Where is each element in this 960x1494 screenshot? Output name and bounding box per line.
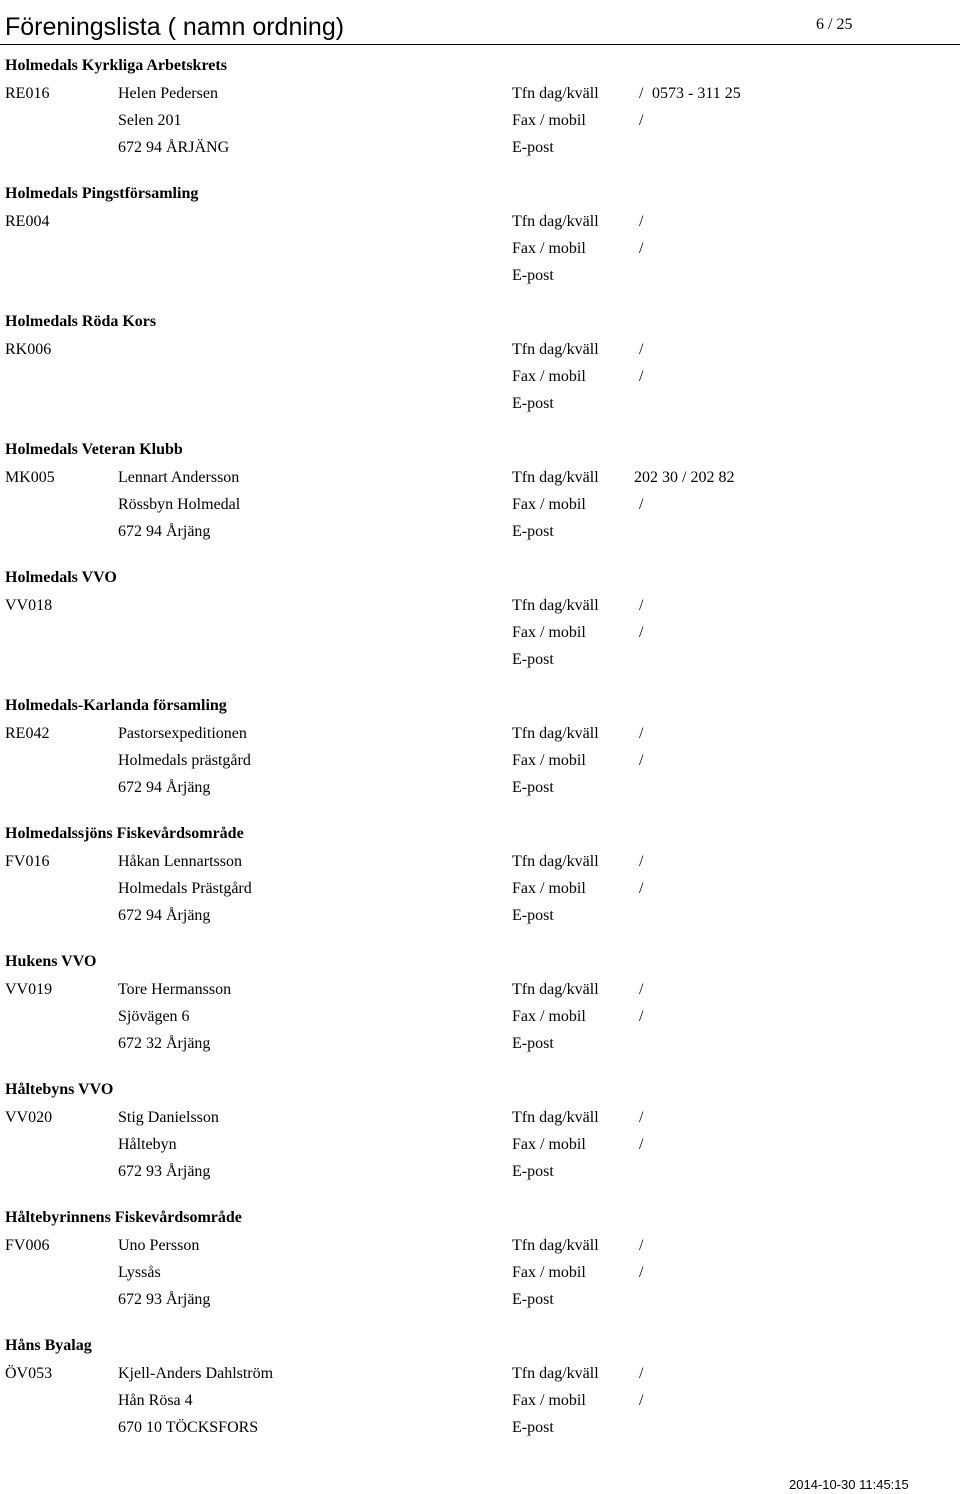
entry-line-phone xyxy=(0,848,960,875)
page-title: Föreningslista ( namn ordning) xyxy=(5,13,345,41)
email-label: E-post xyxy=(512,651,554,668)
street-address: Holmedals prästgård xyxy=(118,752,251,769)
fax-separator: / xyxy=(639,624,644,641)
association-code: RE042 xyxy=(5,725,50,742)
association-name: Hukens VVO xyxy=(5,953,97,970)
fax-separator: / xyxy=(639,368,644,385)
fax-separator: / xyxy=(639,752,644,769)
email-label: E-post xyxy=(512,907,554,924)
postal-address: 672 94 Årjäng xyxy=(118,523,211,540)
postal-address: 670 10 TÖCKSFORS xyxy=(118,1419,259,1436)
phone-value: 0573 - 311 25 xyxy=(652,85,741,102)
association-name: Håltebyrinnens Fiskevårdsområde xyxy=(5,1209,242,1226)
association-name: Håltebyns VVO xyxy=(5,1081,114,1098)
phone-label: Tfn dag/kväll xyxy=(512,469,599,486)
fax-label: Fax / mobil xyxy=(512,112,586,129)
contact-name: Håkan Lennartsson xyxy=(118,853,242,870)
entry-line-fax xyxy=(0,363,960,390)
fax-separator: / xyxy=(639,1264,644,1281)
association-name: Holmedals Röda Kors xyxy=(5,313,157,330)
phone-value: 202 30 / 202 82 xyxy=(634,469,735,486)
phone-separator: / xyxy=(639,1237,644,1254)
entry-line-email xyxy=(0,774,960,801)
fax-label: Fax / mobil xyxy=(512,880,586,897)
entry-line-fax xyxy=(0,1259,960,1286)
association-code: FV006 xyxy=(5,1237,50,1254)
association-name: Holmedals Veteran Klubb xyxy=(5,441,183,458)
email-label: E-post xyxy=(512,1419,554,1436)
entry-line-email xyxy=(0,1286,960,1313)
phone-separator: / xyxy=(639,85,644,102)
phone-separator: / xyxy=(639,725,644,742)
entry-line-email xyxy=(0,134,960,161)
association-entry xyxy=(0,821,960,949)
entry-line-fax xyxy=(0,491,960,518)
fax-separator: / xyxy=(639,1008,644,1025)
association-entry xyxy=(0,437,960,565)
association-entry xyxy=(0,949,960,1077)
print-timestamp: 2014-10-30 11:45:15 xyxy=(789,1477,909,1492)
entry-line-phone xyxy=(0,336,960,363)
association-code: RK006 xyxy=(5,341,52,358)
entry-line-fax xyxy=(0,107,960,134)
association-name: Holmedals-Karlanda församling xyxy=(5,697,227,714)
association-code: ÖV053 xyxy=(5,1365,53,1382)
association-code: VV019 xyxy=(5,981,53,998)
street-address: Rössbyn Holmedal xyxy=(118,496,241,513)
fax-separator: / xyxy=(639,112,644,129)
entry-line-fax xyxy=(0,1387,960,1414)
fax-separator: / xyxy=(639,880,644,897)
postal-address: 672 93 Årjäng xyxy=(118,1291,211,1308)
entry-line-fax xyxy=(0,1131,960,1158)
entry-line-fax xyxy=(0,875,960,902)
phone-label: Tfn dag/kväll xyxy=(512,597,599,614)
entry-line-phone xyxy=(0,1104,960,1131)
phone-separator: / xyxy=(639,981,644,998)
entry-line-fax xyxy=(0,747,960,774)
postal-address: 672 94 Årjäng xyxy=(118,779,211,796)
street-address: Selen 201 xyxy=(118,112,182,129)
email-label: E-post xyxy=(512,523,554,540)
association-name: Håns Byalag xyxy=(5,1337,92,1354)
entry-line-phone xyxy=(0,976,960,1003)
email-label: E-post xyxy=(512,1291,554,1308)
fax-label: Fax / mobil xyxy=(512,496,586,513)
fax-label: Fax / mobil xyxy=(512,1136,586,1153)
street-address: Holmedals Prästgård xyxy=(118,880,252,897)
fax-separator: / xyxy=(639,496,644,513)
association-entry xyxy=(0,1205,960,1333)
association-code: VV020 xyxy=(5,1109,53,1126)
street-address: Sjövägen 6 xyxy=(118,1008,190,1025)
phone-label: Tfn dag/kväll xyxy=(512,725,599,742)
fax-label: Fax / mobil xyxy=(512,752,586,769)
email-label: E-post xyxy=(512,267,554,284)
contact-name: Lennart Andersson xyxy=(118,469,240,486)
entry-line-phone xyxy=(0,464,960,491)
entry-line-fax xyxy=(0,619,960,646)
phone-label: Tfn dag/kväll xyxy=(512,213,599,230)
entry-line-email xyxy=(0,262,960,289)
entry-line-email xyxy=(0,1030,960,1057)
contact-name: Helen Pedersen xyxy=(118,85,218,102)
association-name: Holmedals Kyrkliga Arbetskrets xyxy=(5,57,227,74)
email-label: E-post xyxy=(512,779,554,796)
phone-separator: / xyxy=(639,341,644,358)
entry-line-phone xyxy=(0,80,960,107)
street-address: Håltebyn xyxy=(118,1136,177,1153)
header-divider xyxy=(0,44,960,45)
phone-label: Tfn dag/kväll xyxy=(512,85,599,102)
phone-label: Tfn dag/kväll xyxy=(512,1109,599,1126)
entry-line-email xyxy=(0,1158,960,1185)
email-label: E-post xyxy=(512,395,554,412)
contact-name: Pastorsexpeditionen xyxy=(118,725,247,742)
association-code: MK005 xyxy=(5,469,55,486)
phone-separator: / xyxy=(639,1109,644,1126)
association-entry xyxy=(0,1077,960,1205)
association-entry xyxy=(0,309,960,437)
postal-address: 672 32 Årjäng xyxy=(118,1035,211,1052)
association-code: RE016 xyxy=(5,85,50,102)
entry-line-fax xyxy=(0,1003,960,1030)
email-label: E-post xyxy=(512,1035,554,1052)
association-name: Holmedals Pingstförsamling xyxy=(5,185,199,202)
contact-name: Uno Persson xyxy=(118,1237,200,1254)
phone-label: Tfn dag/kväll xyxy=(512,341,599,358)
fax-separator: / xyxy=(639,1136,644,1153)
association-name: Holmedalssjöns Fiskevårdsområde xyxy=(5,825,244,842)
association-code: RE004 xyxy=(5,213,50,230)
association-entry xyxy=(0,565,960,693)
association-list xyxy=(0,53,960,1461)
entry-line-fax xyxy=(0,235,960,262)
entry-line-phone xyxy=(0,1360,960,1387)
entry-line-email xyxy=(0,646,960,673)
association-code: VV018 xyxy=(5,597,53,614)
postal-address: 672 93 Årjäng xyxy=(118,1163,211,1180)
association-entry xyxy=(0,53,960,181)
entry-line-phone xyxy=(0,720,960,747)
page-number: 6 / 25 xyxy=(816,16,853,33)
fax-separator: / xyxy=(639,240,644,257)
entry-line-phone xyxy=(0,208,960,235)
phone-label: Tfn dag/kväll xyxy=(512,981,599,998)
entry-line-email xyxy=(0,390,960,417)
entry-line-phone xyxy=(0,592,960,619)
phone-separator: / xyxy=(639,1365,644,1382)
phone-label: Tfn dag/kväll xyxy=(512,853,599,870)
contact-name: Stig Danielsson xyxy=(118,1109,219,1126)
fax-label: Fax / mobil xyxy=(512,368,586,385)
entry-line-email xyxy=(0,902,960,929)
phone-separator: / xyxy=(639,213,644,230)
email-label: E-post xyxy=(512,139,554,156)
phone-separator: / xyxy=(639,853,644,870)
association-entry xyxy=(0,1333,960,1461)
phone-separator: / xyxy=(639,597,644,614)
email-label: E-post xyxy=(512,1163,554,1180)
association-entry xyxy=(0,181,960,309)
contact-name: Tore Hermansson xyxy=(118,981,232,998)
contact-name: Kjell-Anders Dahlström xyxy=(118,1365,274,1382)
street-address: Hån Rösa 4 xyxy=(118,1392,193,1409)
phone-label: Tfn dag/kväll xyxy=(512,1237,599,1254)
fax-separator: / xyxy=(639,1392,644,1409)
entry-line-email xyxy=(0,518,960,545)
postal-address: 672 94 ÅRJÄNG xyxy=(118,139,230,156)
fax-label: Fax / mobil xyxy=(512,1264,586,1281)
association-code: FV016 xyxy=(5,853,50,870)
fax-label: Fax / mobil xyxy=(512,1008,586,1025)
entry-line-phone xyxy=(0,1232,960,1259)
entry-line-email xyxy=(0,1414,960,1441)
association-entry xyxy=(0,693,960,821)
phone-label: Tfn dag/kväll xyxy=(512,1365,599,1382)
postal-address: 672 94 Årjäng xyxy=(118,907,211,924)
fax-label: Fax / mobil xyxy=(512,240,586,257)
fax-label: Fax / mobil xyxy=(512,624,586,641)
street-address: Lyssås xyxy=(118,1264,161,1281)
fax-label: Fax / mobil xyxy=(512,1392,586,1409)
association-name: Holmedals VVO xyxy=(5,569,117,586)
